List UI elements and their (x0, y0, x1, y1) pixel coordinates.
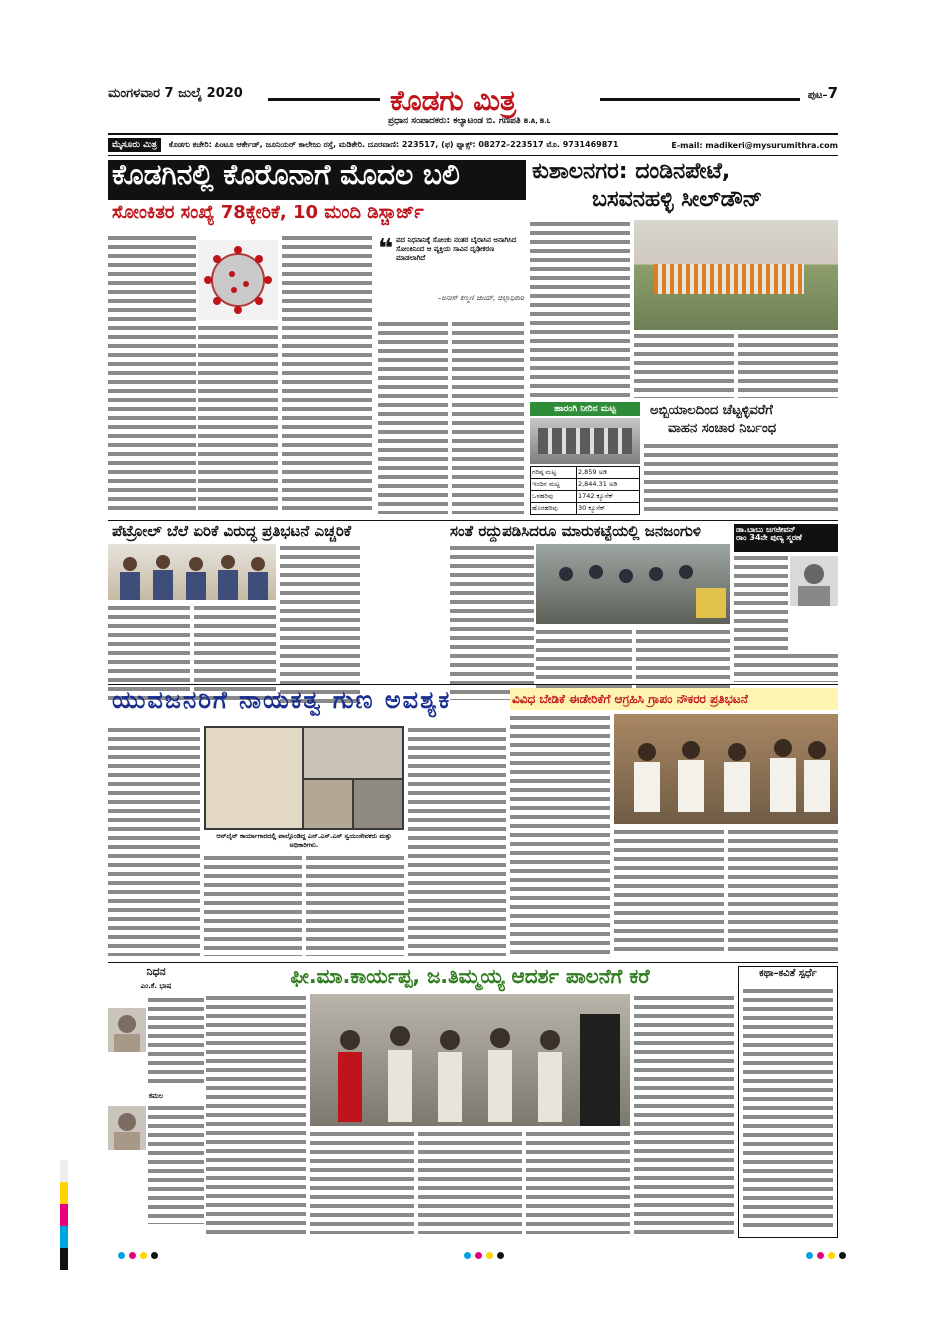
field-marshal-body-col5 (634, 994, 734, 1234)
table-row (531, 479, 640, 491)
corona-body-col3 (282, 234, 372, 514)
ceremony-crowd-icon (310, 994, 630, 1126)
babu-headline-line1: ಡಾ.ಬಾಬು ಜಗಜೀವನ್ (736, 525, 796, 534)
babu-body-col1 (734, 554, 788, 650)
kushalnagar-body-col2 (634, 332, 734, 398)
color-registration-strip (60, 1160, 68, 1270)
field-marshal-body-col2 (310, 1130, 414, 1234)
youth-body-col4 (408, 726, 506, 956)
harangi-row-label: ಒಳಹರಿವು (531, 491, 577, 503)
office-address: ಕೊಡಗು ಕಚೇರಿ: ಪಿಂಟೂ ಆರ್ಕೇಡ್, ಜೂನಿಯರ್ ಕಾಲೇಜು ರಸ್ತೆ, ಮಡಿಕೇರಿ. ದೂರವಾಣಿ: 223517, (ಫ) ಫ್ಯಾಕ್ಸ್: 08272–223517 ಮೊ. 9731469871 (168, 140, 619, 149)
cyan-dot (806, 1252, 813, 1259)
petrol-headline: ಪೆಟ್ರೋಲ್ ಬೆಲೆ ಏರಿಕೆ ವಿರುದ್ಧ ಪ್ರತಿಭಟನೆ ಎಚ್ಚರಿಕೆ (112, 522, 352, 540)
participant-tile (304, 728, 402, 778)
black-dot (151, 1252, 158, 1259)
babu-headline-line2: ರಾಂ 34ನೇ ಪುಣ್ಯ ಸ್ಮರಣೆ (736, 533, 802, 543)
abbi-headline-line1: ಅಬ್ಬಿಯಾಲದಿಂದ ಚೆಟ್ಟಳ್ಳಿವರೆಗೆ (650, 403, 773, 418)
harangi-row-label: ಹೊರಹರಿವು (531, 503, 577, 515)
ceremony-photo (310, 994, 630, 1126)
harangi-title: ಹಾರಂಗಿ ನೀರಿನ ಮಟ್ಟ (530, 402, 640, 416)
barricade-image (654, 264, 804, 294)
section-divider (108, 684, 838, 685)
harangi-row-label: ಗರಿಷ್ಠ ಮಟ್ಟ (531, 467, 577, 479)
abbi-body (644, 442, 838, 514)
petrol-protest-photo (108, 544, 276, 600)
corona-subheadline: ಸೋಂಕಿತರ ಸಂಖ್ಯೆ 78ಕ್ಕೇರಿಕೆ, 10 ಮಂದಿ ಡಿಸ್ಚಾರ್ಜ್ (112, 202, 424, 223)
corona-headline: ಕೊಡಗಿನಲ್ಲಿ ಕೊರೊನಾಗೆ ಮೊದಲ ಬಲಿ (108, 160, 526, 200)
petrol-body-col3 (280, 544, 360, 704)
issue-date: ಮಂಗಳವಾರ 7 ಜುಲೈ 2020 (108, 86, 243, 101)
youth-body-col3 (306, 854, 404, 956)
registration-dots (804, 1244, 848, 1263)
harangi-row-value: 1742 ಕ್ಯೂಸೆಕ್ (576, 491, 639, 503)
corona-body-col4 (378, 320, 448, 514)
section-divider (108, 520, 838, 521)
cyan-dot (464, 1252, 471, 1259)
table-row (531, 467, 640, 479)
masthead (108, 84, 838, 128)
kushalnagar-body-col3 (738, 332, 838, 398)
group-of-people-icon (108, 544, 276, 600)
grampanchayat-body-col3 (728, 828, 838, 954)
youth-body-col1 (108, 726, 200, 956)
corona-pull-quote (378, 234, 524, 316)
yellow-dot (828, 1252, 835, 1259)
harangi-dam-photo (530, 418, 640, 464)
market-story (450, 524, 730, 684)
youth-headline: ಯುವಜನರಿಗೆ ನಾಯಕತ್ವ ಗುಣ ಅವಶ್ಯಕ (112, 686, 452, 714)
petrol-story (108, 524, 448, 684)
kushalnagar-body-col1 (530, 220, 630, 398)
masthead-rule-right (600, 98, 800, 101)
online-meeting-photo (204, 726, 404, 830)
obituary-section (108, 966, 204, 1236)
obituary-person2-label: ಕಮಲ (148, 1092, 164, 1100)
obituary-person2-photo (108, 1106, 146, 1150)
harangi-row-label: ಇಂದಿನ ಮಟ್ಟ (531, 479, 577, 491)
harangi-row-value: 2,844.31 ಅಡಿ (576, 479, 639, 491)
yellow-dot (140, 1252, 147, 1259)
magenta-dot (129, 1252, 136, 1259)
contest-body (743, 987, 833, 1231)
babu-headline (734, 524, 838, 552)
kushalnagar-headline-line2: ಬಸವನಹಳ್ಳಿ ಸೀಲ್‌ಡೌನ್ (592, 187, 763, 212)
protesters-icon (614, 714, 838, 824)
obituary-person1-body (148, 996, 204, 1086)
field-marshal-headline: ಫೀ.ಮಾ.ಕಾರ್ಯಪ್ಪ, ಜ.ತಿಮ್ಮಯ್ಯ ಆದರ್ಶ ಪಾಲನೆಗೆ ಕರೆ (290, 964, 650, 988)
obituary-title: ನಿಧನ (146, 965, 166, 978)
virus-icon (198, 240, 278, 320)
contest-story (738, 966, 838, 1238)
youth-body-col2 (204, 854, 302, 956)
harangi-table (530, 466, 640, 515)
obituary-person2-body (148, 1104, 204, 1224)
participant-tile (304, 780, 352, 828)
youth-photo-caption: ಆನ್‌ಲೈನ್ ಕಾರ್ಯಾಗಾರದಲ್ಲಿ ಪಾಲ್ಗೊಂಡಿದ್ದ ಎನ್.ಎಸ್.ಎಸ್ ಸ್ವಯಂಸೇವಕರು ಮತ್ತು ಅಧಿಕಾರಿಗಳು. (216, 832, 392, 849)
page-number-value: 7 (827, 84, 838, 102)
sealdown-photo (634, 220, 838, 330)
grampanchayat-body-col2 (614, 828, 724, 954)
corona-body-col1 (108, 234, 196, 514)
harangi-row-value: 30 ಕ್ಯೂಸೆಕ್ (576, 503, 639, 515)
editor-degree: B.A, B.L (523, 118, 551, 125)
crowd-icon (536, 544, 730, 624)
dam-gates-image (538, 428, 632, 454)
obituary-person1-photo (108, 1008, 146, 1052)
field-marshal-body-col4 (526, 1130, 630, 1234)
abbi-headline-line2: ವಾಹನ ಸಂಚಾರ ನಿರ್ಬಂಧ (668, 421, 777, 436)
registration-dots (116, 1244, 160, 1263)
babu-story (734, 524, 838, 684)
grampanchayat-story (510, 688, 838, 958)
kushalnagar-headline-line1: ಕುಶಾಲನಗರ: ದಂಡಿನಪೇಟೆ, (532, 159, 731, 184)
page-number (808, 84, 838, 102)
gp-protest-photo (614, 714, 838, 824)
corona-story (108, 160, 526, 520)
market-headline: ಸಂತೆ ರದ್ದುಪಡಿಸಿದರೂ ಮಾರುಕಟ್ಟೆಯಲ್ಲಿ ಜನಜಂಗುಳಿ (450, 522, 701, 540)
grampanchayat-body-col1 (510, 714, 610, 954)
youth-story (108, 688, 506, 958)
section-divider (108, 962, 838, 963)
masthead-rule-left (268, 98, 380, 101)
participant-tile (354, 780, 402, 828)
quote-text: ಪದ ನಿಧನಾನಿಕ್ಕೆ ಸೋಂಕು ನಂತರ ಬೈರಾಸಿನ ಅನಾಗಿಸಿದ ಸೋಂಕಿನಿಂದ ಆ ವ್ಯಕ್ತಿಯ ಸಾವಿನ ದೃಢೀಕರಣ ಮಾಡಲಾಗಿದೆ (396, 236, 517, 262)
portrait-icon (108, 1106, 146, 1150)
market-crowd-photo (536, 544, 730, 624)
black-dot (839, 1252, 846, 1259)
portrait-icon (108, 1008, 146, 1052)
harangi-row-value: 2,859 ಅಡಿ (576, 467, 639, 479)
coronavirus-image (198, 240, 278, 320)
field-marshal-story (206, 966, 734, 1236)
office-email: E-mail: madikeri@mysurumithra.com (671, 140, 838, 150)
yellow-dot (486, 1252, 493, 1259)
black-dot (497, 1252, 504, 1259)
contest-headline: ಕಥಾ–ಕವಿತೆ ಸ್ಪರ್ಧೆ (759, 968, 817, 979)
market-body-col1 (450, 544, 534, 700)
participant-tile (206, 728, 302, 828)
magenta-dot (475, 1252, 482, 1259)
babu-portrait (790, 556, 838, 606)
field-marshal-body-col1 (206, 994, 306, 1234)
abbi-story (644, 404, 838, 516)
grampanchayat-headline: ವಿವಿಧ ಬೇಡಿಕೆ ಈಡೇರಿಕೆಗೆ ಆಗ್ರಹಿಸಿ ಗ್ರಾಪಂ ನೌಕರರ ಪ್ರತಿಭಟನೆ (510, 688, 838, 710)
editor-name: ಪ್ರಧಾನ ಸಂಪಾದಕರು: ಕಲ್ಯಾಟಂಡ ಬಿ. ಗಣಪತಿ (388, 116, 521, 126)
obituary-person1-label: ಎಂ.ಕೆ. ಭಾಷ (140, 982, 172, 990)
paper-logo: ಕೊಡಗು ಮಿತ್ರ (390, 84, 517, 117)
quote-mark-icon: ❝ (378, 234, 394, 264)
table-row (531, 503, 640, 515)
registration-dots (462, 1244, 506, 1263)
page-label: ಪುಟ– (807, 90, 828, 101)
harangi-water-level (530, 402, 640, 516)
corona-body-col5 (452, 320, 524, 514)
editor-line (388, 116, 550, 126)
cyan-dot (118, 1252, 125, 1259)
office-info-bar (108, 133, 838, 156)
quote-author: –ಅನೀಸ್ ಕಣ್ಮಣಿ ಜಾಯ್, ಜಿಲ್ಲಾಧಿಕಾರಿ (437, 294, 524, 302)
portrait-icon (790, 556, 838, 606)
babu-body-col2 (734, 652, 838, 682)
mysuru-mithra-brand: ಮೈಸೂರು ಮಿತ್ರ (108, 138, 161, 152)
table-row (531, 491, 640, 503)
magenta-dot (817, 1252, 824, 1259)
kushalnagar-story (530, 160, 838, 400)
corona-body-col2 (198, 324, 278, 514)
field-marshal-body-col3 (418, 1130, 522, 1234)
